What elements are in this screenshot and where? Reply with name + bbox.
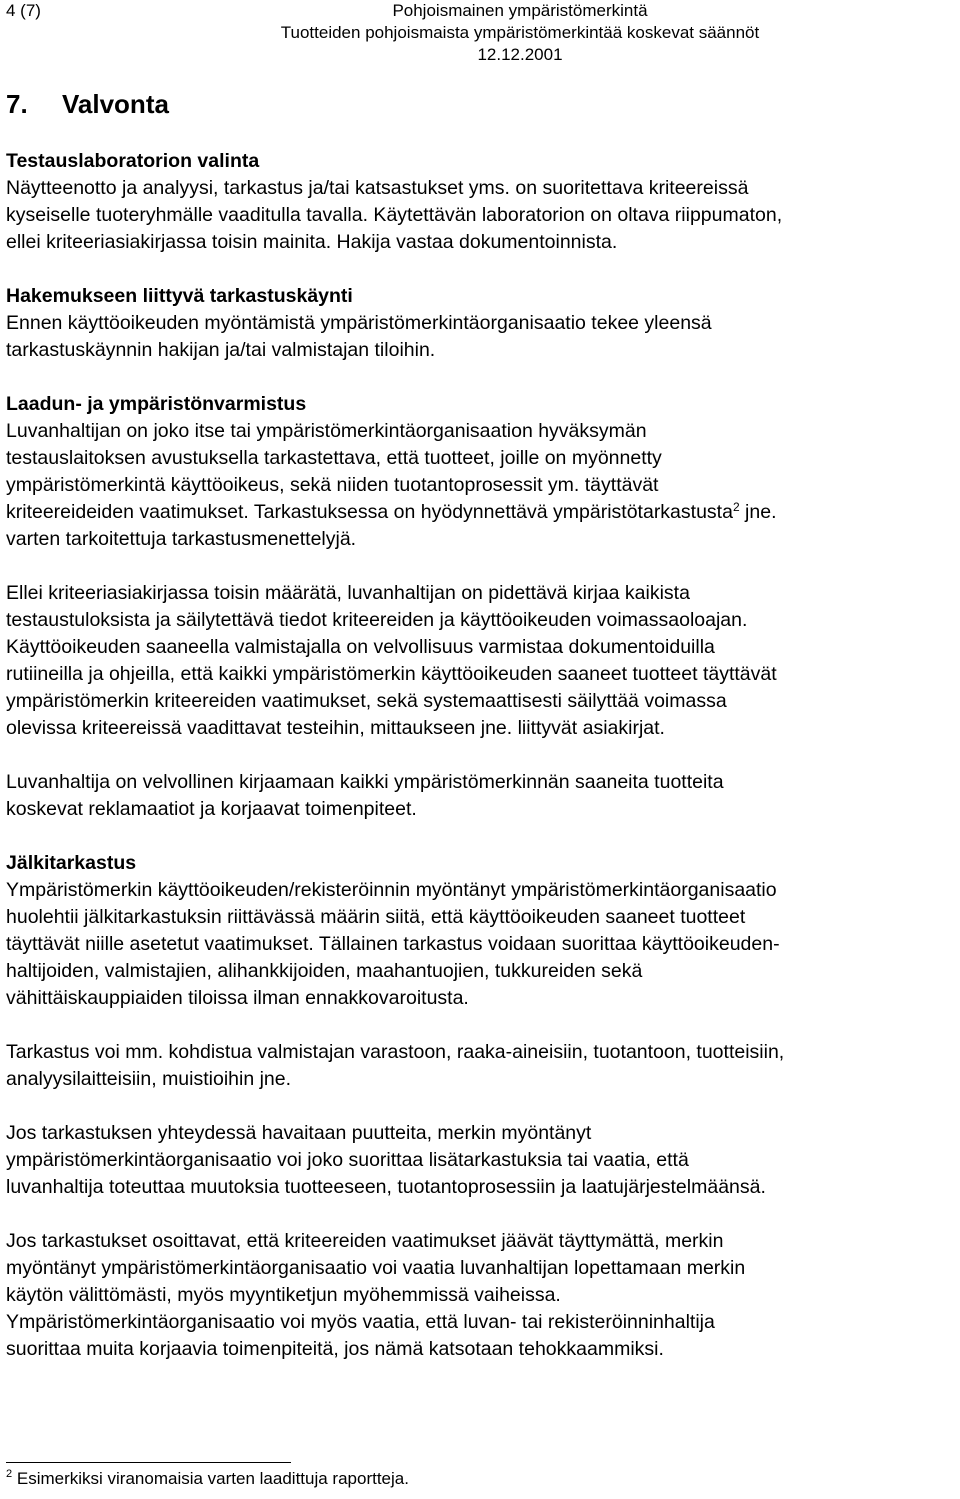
page-header: [180, 0, 860, 66]
text-line: suorittaa muita korjaavia toimenpiteitä, jos nämä katsotaan tehokkaammiksi.: [6, 1338, 664, 1360]
section-revocation: [6, 1228, 956, 1363]
text-line: testauslaitoksen avustuksella tarkastettava, että tuotteet, joille on myönnetty: [6, 447, 662, 469]
section-deficiencies: [6, 1120, 956, 1201]
text-segment: jne.: [739, 501, 777, 523]
section-complaints: [6, 769, 956, 823]
text-line: koskevat reklamaatiot ja korjaavat toimenpiteet.: [6, 798, 417, 820]
text-line: luvanhaltija toteuttaa muutoksia tuotteeseen, tuotantoprosessiin ja laatujärjestelmäänsä.: [6, 1176, 766, 1198]
chapter-title: Valvonta: [62, 89, 169, 119]
footnote-number: 2: [6, 1468, 13, 1480]
text-line: olevissa kriteereissä vaadittavat testeihin, mittaukseen jne. liittyvät asiakirjat.: [6, 717, 665, 739]
text-segment: kriteereideiden vaatimukset. Tarkastuksessa on hyödynnettävä ympäristötarkastusta: [6, 501, 733, 523]
text-line: varten tarkoitettuja tarkastusmenettelyjä.: [6, 528, 357, 550]
section-quality-assurance: [6, 391, 956, 553]
section-heading: Jälkitarkastus: [6, 852, 137, 874]
text-line: Tarkastus voi mm. kohdistua valmistajan varastoon, raaka-aineisiin, tuotantoon, tuotteisiin,: [6, 1041, 785, 1063]
text-line: [6, 499, 956, 526]
footnote-text: Esimerkiksi viranomaisia varten laadittuja raportteja.: [16, 1469, 409, 1488]
text-line: Ennen käyttöoikeuden myöntämistä ympäristömerkintäorganisaatio tekee yleensä: [6, 312, 712, 334]
document-body: [6, 148, 956, 1363]
text-line: Ympäristömerkin käyttöoikeuden/rekisteröinnin myöntänyt ympäristömerkintäorganisaatio: [6, 879, 777, 901]
text-line: ellei kriteeriasiakirjassa toisin mainita. Hakija vastaa dokumentoinnista.: [6, 231, 618, 253]
text-line: vähittäiskauppiaiden tiloissa ilman ennakkovaroitusta.: [6, 987, 469, 1009]
section-heading: Hakemukseen liittyvä tarkastuskäynti: [6, 285, 353, 307]
text-line: ympäristömerkintäorganisaatio voi joko suorittaa lisätarkastuksia tai vaatia, että: [6, 1149, 689, 1171]
section-record-keeping: [6, 580, 956, 742]
text-line: Jos tarkastukset osoittavat, että kriteereiden vaatimukset jäävät täyttymättä, merkin: [6, 1230, 724, 1252]
section-follow-up-inspection: [6, 850, 956, 1012]
text-line: ympäristömerkintä käyttöoikeus, sekä niiden tuotantoprosessit ym. täyttävät: [6, 474, 659, 496]
footnote-divider: [6, 1462, 291, 1463]
text-line: Käyttöoikeuden saaneella valmistajalla on velvollisuus varmistaa dokumentoiduilla: [6, 636, 715, 658]
chapter-heading: [6, 88, 169, 120]
header-date: 12.12.2001: [477, 45, 563, 64]
text-line: Näytteenotto ja analyysi, tarkastus ja/tai katsastukset yms. on suoritettava kriteereissä: [6, 177, 749, 199]
text-line: testaustuloksista ja säilytettävä tiedot kriteereiden ja käyttöoikeuden voimassaoloajan.: [6, 609, 748, 631]
section-heading: Laadun- ja ympäristönvarmistus: [6, 393, 307, 415]
text-line: Luvanhaltijan on joko itse tai ympäristömerkintäorganisaation hyväksymän: [6, 420, 647, 442]
header-document-title: Tuotteiden pohjoismaista ympäristömerkintää koskevat säännöt: [280, 23, 760, 42]
text-line: ympäristömerkin kriteereiden vaatimukset, sekä systemaattisesti säilyttää voimassa: [6, 690, 727, 712]
section-inspection-targets: [6, 1039, 956, 1093]
text-line: Luvanhaltija on velvollinen kirjaamaan kaikki ympäristömerkinnän saaneita tuotteita: [6, 771, 724, 793]
text-line: rutiineilla ja ohjeilla, että kaikki ympäristömerkin käyttöoikeuden saaneet tuotteet täyttävät: [6, 663, 777, 685]
text-line: kyseiselle tuoteryhmälle vaaditulla tavalla. Käytettävän laboratorion on oltava riippumaton,: [6, 204, 783, 226]
text-line: Ellei kriteeriasiakirjassa toisin määrätä, luvanhaltijan on pidettävä kirjaa kaikista: [6, 582, 690, 604]
text-line: haltijoiden, valmistajien, alihankkijoiden, maahantuojien, tukkureiden sekä: [6, 960, 643, 982]
section-heading: Testauslaboratorion valinta: [6, 150, 260, 172]
section-testing-lab: [6, 148, 956, 256]
text-line: Jos tarkastuksen yhteydessä havaitaan puutteita, merkin myöntänyt: [6, 1122, 592, 1144]
footnote: [6, 1467, 409, 1491]
text-line: huolehtii jälkitarkastuksin riittävässä määrin siitä, että käyttöoikeuden saaneet tuotteet: [6, 906, 746, 928]
text-line: myöntänyt ympäristömerkintäorganisaatio voi vaatia luvanhaltijan lopettamaan merkin: [6, 1257, 746, 1279]
page-number: 4 (7): [6, 1, 41, 20]
footnote-reference: 2: [732, 500, 740, 514]
section-inspection-visit: [6, 283, 956, 364]
chapter-number: 7.: [6, 89, 28, 119]
text-line: käytön välittömästi, myös myyntiketjun myöhemmissä vaiheissa.: [6, 1284, 561, 1306]
text-line: analyysilaitteisiin, muistioihin jne.: [6, 1068, 292, 1090]
text-line: tarkastuskäynnin hakijan ja/tai valmistajan tiloihin.: [6, 339, 436, 361]
text-line: täyttävät niille asetetut vaatimukset. Tällainen tarkastus voidaan suorittaa käyttöoikeuden-: [6, 933, 780, 955]
header-organization: Pohjoismainen ympäristömerkintä: [392, 1, 648, 20]
text-line: Ympäristömerkintäorganisaatio voi myös vaatia, että luvan- tai rekisteröinninhaltija: [6, 1311, 715, 1333]
